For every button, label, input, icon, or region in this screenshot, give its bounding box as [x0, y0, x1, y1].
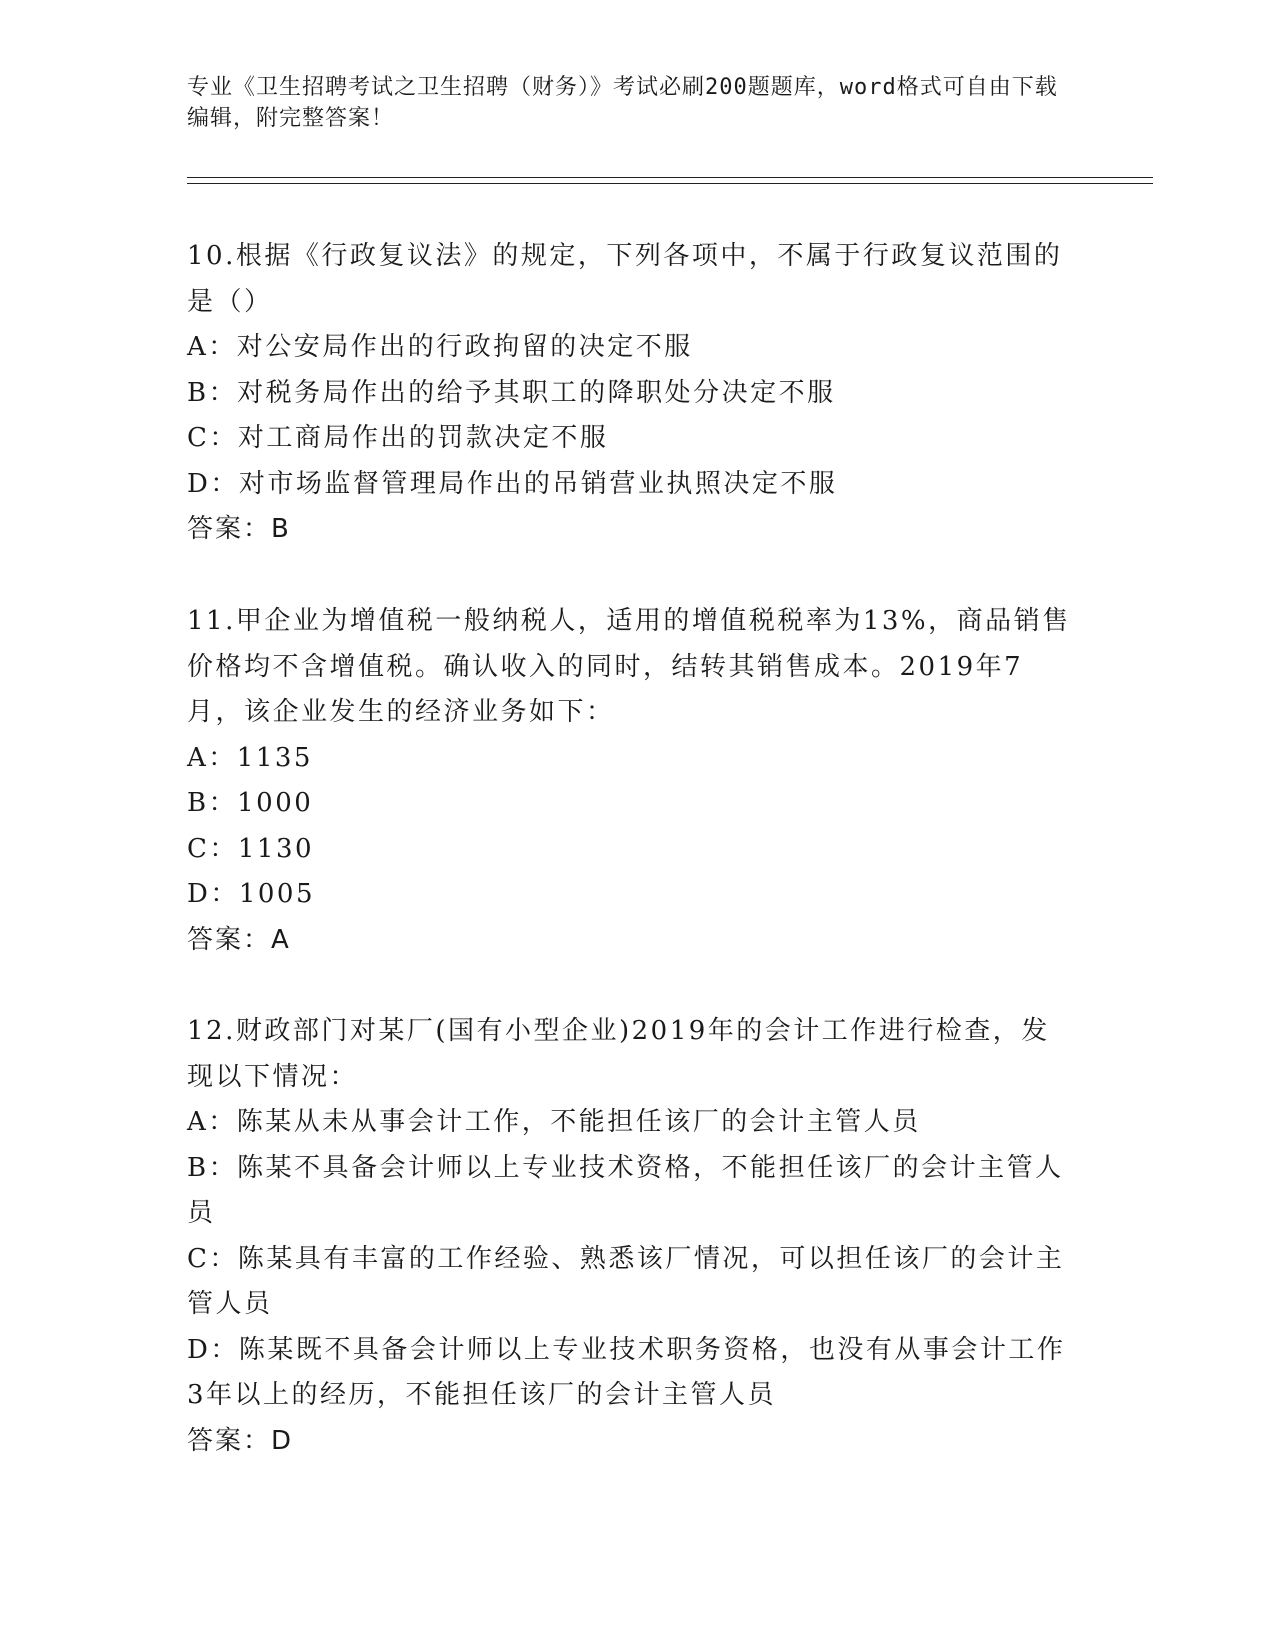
header-note: 专业《卫生招聘考试之卫生招聘（财务）》考试必刷200题题库，word格式可自由下载编辑，附完整答案！	[187, 75, 1058, 131]
option-d: D：对市场监督管理局作出的吊销营业执照决定不服	[187, 468, 838, 499]
option-c: C：对工商局作出的罚款决定不服	[187, 423, 609, 453]
option-a: A：1135	[187, 742, 313, 773]
answer-label: 答案：D	[187, 1425, 294, 1456]
answer-label: 答案：B	[187, 514, 291, 544]
option-a: A：陈某从未从事会计工作，不能担任该厂的会计主管人员	[187, 1107, 921, 1137]
option-b: B：对税务局作出的给予其职工的降职处分决定不服	[187, 377, 836, 408]
question-stem: 12.财政部门对某厂(国有小型企业)2019年的会计工作进行检查，发现以下情况：	[187, 1016, 1050, 1092]
option-c: C：1130	[187, 833, 315, 864]
option-a: A：对公安局作出的行政拘留的决定不服	[187, 332, 693, 362]
question-stem: 10.根据《行政复议法》的规定，下列各项中，不属于行政复议范围的是（）	[187, 241, 1063, 317]
answer-label: 答案：A	[187, 924, 291, 955]
option-d: D：陈某既不具备会计师以上专业技术职务资格，也没有从事会计工作3年以上的经历，不能担任该厂的会计主管人员	[187, 1334, 1066, 1410]
question-12	[187, 1009, 1077, 1464]
question-10	[187, 234, 1077, 553]
option-c: C：陈某具有丰富的工作经验、熟悉该厂情况，可以担任该厂的会计主管人员	[187, 1243, 1065, 1319]
option-d: D：1005	[187, 879, 316, 909]
option-b: B：陈某不具备会计师以上专业技术资格，不能担任该厂的会计主管人员	[187, 1152, 1064, 1228]
question-stem: 11.甲企业为增值税一般纳税人，适用的增值税税率为13%，商品销售价格均不含增值税。确认收入的同时，结转其销售成本。2019年7月，该企业发生的经济业务如下：	[187, 606, 1071, 727]
question-11	[187, 599, 1077, 963]
option-b: B：1000	[187, 788, 314, 818]
header-divider-top	[187, 177, 1153, 178]
header-divider-bottom	[187, 183, 1153, 184]
